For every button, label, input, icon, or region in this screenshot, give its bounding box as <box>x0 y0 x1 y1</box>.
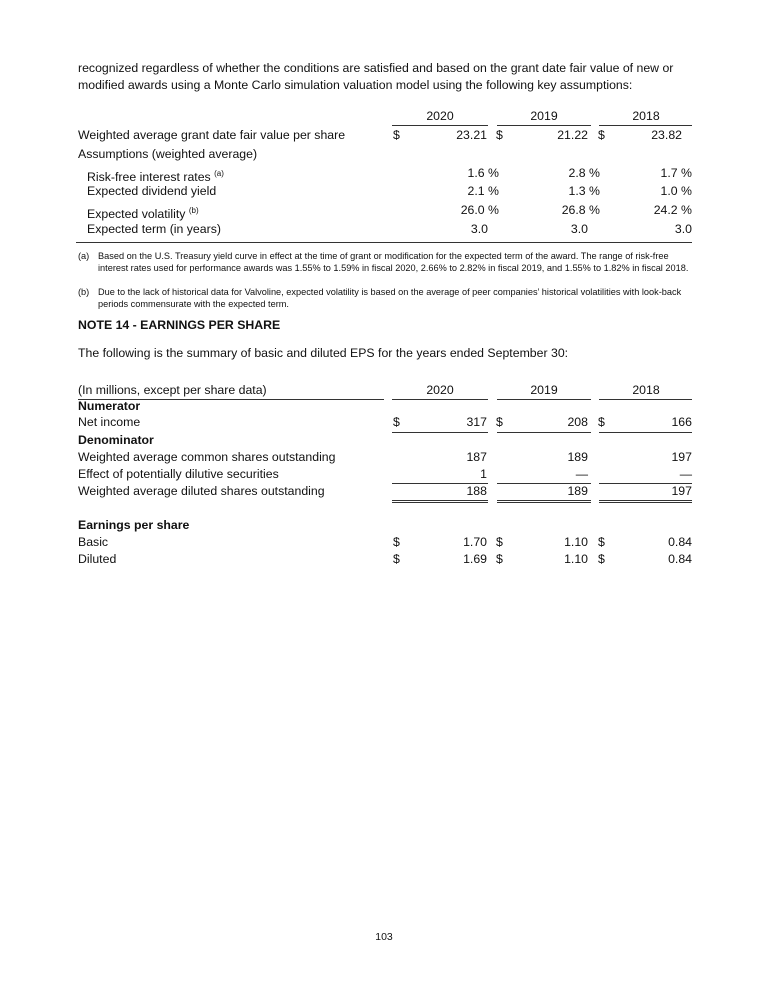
cell-value: 1.0 % <box>660 184 692 198</box>
row-label: Diluted <box>78 552 117 566</box>
cell-value: 3.0 <box>674 222 692 236</box>
cell-value: 1.3 % <box>568 184 600 198</box>
cell-value: 3.0 <box>570 222 588 236</box>
double-divider <box>497 500 591 503</box>
table-row <box>78 414 692 431</box>
cell-value: — <box>575 467 588 481</box>
cell-value: 0.84 <box>668 552 692 566</box>
table-row <box>78 183 692 200</box>
cell-value: 0.84 <box>668 535 692 549</box>
double-divider <box>599 500 692 503</box>
cell-value: 1.10 <box>564 535 588 549</box>
currency-symbol: $ <box>496 535 503 549</box>
year-header: 2018 <box>632 383 660 397</box>
table-row <box>78 146 692 163</box>
table-row <box>78 551 692 568</box>
cell-value: 187 <box>466 450 487 464</box>
row-label: Risk-free interest rates $^{(a)}$ <box>87 169 224 185</box>
cell-value: 21.22 <box>557 128 588 142</box>
currency-symbol: $ <box>496 128 503 142</box>
section-heading: NOTE 14 - EARNINGS PER SHARE <box>78 318 281 332</box>
cell-value: — <box>679 467 692 481</box>
divider <box>392 125 488 126</box>
footnote-ref: (a) <box>214 169 224 178</box>
currency-symbol: $ <box>598 535 605 549</box>
divider <box>599 125 692 126</box>
section-intro: The following is the summary of basic and diluted EPS for the years ended September 30: <box>78 346 569 360</box>
row-label: Effect of potentially dilutive securities <box>78 467 279 481</box>
row-label: Weighted average grant date fair value per share <box>78 128 346 142</box>
cell-value: 2.8 % <box>568 166 600 180</box>
row-label: Expected dividend yield <box>87 184 217 198</box>
divider <box>76 242 692 243</box>
year-header: 2018 <box>632 109 660 123</box>
table-row <box>78 483 692 500</box>
cell-value: 1.10 <box>564 552 588 566</box>
currency-symbol: $ <box>496 415 503 429</box>
page-number: 103 <box>375 931 393 943</box>
year-header: 2019 <box>530 383 558 397</box>
row-label: Weighted average common shares outstanding <box>78 450 336 464</box>
currency-symbol: $ <box>393 552 400 566</box>
table-caption: (In millions, except per share data) <box>78 383 267 397</box>
currency-symbol: $ <box>496 552 503 566</box>
year-header: 2019 <box>530 109 558 123</box>
row-label: Basic <box>78 535 109 549</box>
row-label: Expected term (in years) <box>87 222 221 236</box>
year-header: 2020 <box>426 383 454 397</box>
table-row <box>78 534 692 551</box>
cell-value: 24.2 % <box>653 203 692 217</box>
row-label: Net income <box>78 415 141 429</box>
cell-value: 1 <box>480 467 487 481</box>
intro-paragraph: recognized regardless of whether the conditions are satisfied and based on the grant date fair value of new or modified awards using a Monte Carlo simulation valuation model using the following key assumptions: <box>78 61 674 92</box>
currency-symbol: $ <box>393 415 400 429</box>
cell-value: 26.0 % <box>460 203 499 217</box>
cell-value: 23.82 <box>651 128 682 142</box>
group-label: Denominator <box>78 433 154 447</box>
cell-value: 1.69 <box>463 552 487 566</box>
footnote-ref: (b) <box>188 206 199 215</box>
cell-value: 317 <box>466 415 487 429</box>
table-row <box>78 127 692 144</box>
cell-value: 197 <box>671 450 692 464</box>
cell-value: 1.70 <box>463 535 487 549</box>
cell-value: 208 <box>567 415 588 429</box>
cell-value: 166 <box>671 415 692 429</box>
cell-value: 1.7 % <box>660 166 692 180</box>
currency-symbol: $ <box>393 128 400 142</box>
row-label: Assumptions (weighted average) <box>78 147 258 161</box>
cell-value: 2.1 % <box>467 184 499 198</box>
currency-symbol: $ <box>393 535 400 549</box>
footnote: (b) Due to the lack of historical data for Valvoline, expected volatility is based on the average of peer companies’ historical volatilities with look-back periods commensurate with the expected term. <box>78 287 682 309</box>
group-label: Numerator <box>78 399 141 413</box>
currency-symbol: $ <box>598 415 605 429</box>
cell-value: 189 <box>567 484 588 498</box>
double-divider <box>392 500 488 503</box>
cell-value: 188 <box>466 484 487 498</box>
table-row <box>78 202 692 222</box>
row-label: Weighted average diluted shares outstanding <box>78 484 325 498</box>
table-row <box>78 165 692 185</box>
year-header: 2020 <box>426 109 454 123</box>
table-row <box>78 221 692 238</box>
table-row <box>78 466 692 483</box>
cell-value: 26.8 % <box>561 203 600 217</box>
currency-symbol: $ <box>598 128 605 142</box>
table-row <box>78 449 692 466</box>
cell-value: 23.21 <box>456 128 487 142</box>
group-label: Earnings per share <box>78 518 190 532</box>
cell-value: 1.6 % <box>467 166 499 180</box>
divider <box>497 125 591 126</box>
footnote: (a) Based on the U.S. Treasury yield curve in effect at the time of grant or modification for the expected term of the award. The range of risk-free interest rates used for performance awards was 1.55% to 1.59% in fiscal 2020, 2.66% to 2.82% in fiscal 2019, and 1.55% to 1.82% in fiscal 2018. <box>78 251 689 273</box>
cell-value: 197 <box>671 484 692 498</box>
cell-value: 189 <box>567 450 588 464</box>
currency-symbol: $ <box>598 552 605 566</box>
cell-value: 3.0 <box>470 222 488 236</box>
row-label: Expected volatility $^{(b)}$ <box>87 206 199 222</box>
